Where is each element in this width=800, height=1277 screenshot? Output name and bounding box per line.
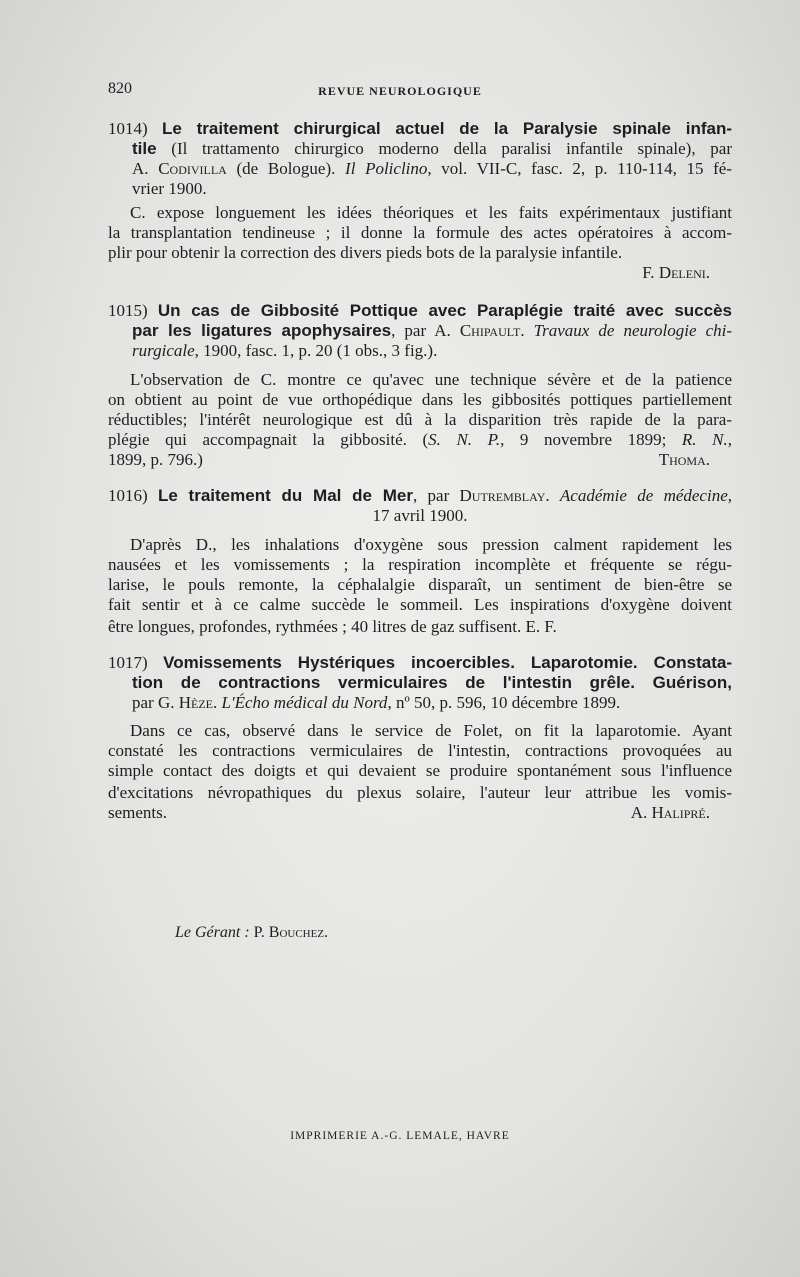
text-segment: A. bbox=[630, 803, 652, 822]
author-signature bbox=[108, 263, 710, 283]
bold-title-segment: tion de contractions vermiculaires de l'intestin grêle. Guérison, bbox=[132, 673, 732, 692]
italic-citation-segment: S. N. P. bbox=[428, 430, 501, 449]
gerant-line bbox=[175, 924, 328, 942]
entry-heading-line bbox=[108, 119, 732, 139]
text-segment: . bbox=[705, 450, 710, 469]
text-line bbox=[108, 506, 732, 526]
bold-title-segment: tile bbox=[132, 139, 157, 158]
text-line bbox=[108, 410, 732, 430]
entry-heading-line bbox=[108, 301, 732, 321]
entry-heading-line bbox=[132, 321, 732, 341]
text-segment: , 9 novembre 1899; bbox=[500, 430, 682, 449]
text-segment: 1016) bbox=[108, 486, 158, 505]
author-name-segment: Halipré bbox=[651, 803, 706, 822]
entry-heading-line bbox=[132, 179, 732, 199]
text-line bbox=[108, 575, 732, 595]
entry-heading-line bbox=[132, 341, 732, 361]
text-segment: . bbox=[705, 803, 710, 822]
entry-heading-line bbox=[132, 673, 732, 693]
italic-citation-segment: Travaux de neurologie chi- bbox=[533, 321, 733, 340]
printer-imprint: IMPRIMERIE A.-G. LEMALE, HAVRE bbox=[290, 1130, 510, 1142]
author-name-segment: Hèze bbox=[178, 693, 214, 712]
text-segment: L'observation de C. montre ce qu'avec une technique sévère et de la patience bbox=[130, 370, 732, 389]
text-segment: par G. bbox=[132, 693, 179, 712]
author-name-segment: Dutremblay bbox=[459, 486, 546, 505]
text-segment: . bbox=[545, 486, 560, 505]
text-segment: , nº 50, p. 596, 10 décembre 1899. bbox=[387, 693, 621, 712]
gerant-name: P. Bouchez. bbox=[253, 924, 329, 941]
author-signature bbox=[108, 803, 710, 823]
entry-heading-line bbox=[132, 693, 732, 713]
text-segment: , vol. VII-C, fasc. 2, p. 110-114, 15 fé- bbox=[427, 159, 732, 178]
gerant-label: Le Gérant : bbox=[175, 924, 250, 941]
text-line bbox=[130, 370, 732, 390]
text-segment: être longues, profondes, rythmées ; 40 litres de gaz suffisent. E. F. bbox=[108, 617, 557, 636]
author-signature bbox=[108, 450, 710, 470]
text-segment: . bbox=[213, 693, 222, 712]
bold-title-segment: par les ligatures apophysaires bbox=[132, 321, 392, 340]
author-name-segment: Deleni bbox=[658, 263, 706, 282]
text-segment: C. expose longuement les idées théoriques et les faits expérimentaux justifiant bbox=[130, 203, 732, 222]
text-segment: fait sentir et à ce calme succède le sommeil. Les inspirations d'oxygène doivent bbox=[108, 595, 732, 614]
text-segment: plégie qui accompagnait la gibbosité. ( bbox=[108, 430, 429, 449]
entry-heading-line bbox=[132, 159, 732, 179]
text-segment: larise, le pouls remonte, la céphalalgie disparaît, un sentiment de bien-être se bbox=[108, 575, 732, 594]
italic-citation-segment: R. N. bbox=[681, 430, 728, 449]
text-segment: F. bbox=[642, 263, 659, 282]
text-segment: , bbox=[727, 486, 732, 505]
text-segment: sements. bbox=[108, 803, 168, 822]
text-segment: plir pour obtenir la correction des divers pieds bots de la paralysie infantile. bbox=[108, 243, 623, 262]
italic-citation-segment: rurgicale bbox=[132, 341, 195, 360]
text-segment: 1015) bbox=[108, 301, 158, 320]
text-line bbox=[130, 203, 732, 223]
text-segment: constaté les contractions vermiculaires de l'intestin, contractions provoquées au bbox=[108, 741, 732, 760]
bold-title-segment: Le traitement chirurgical actuel de la Paralysie spinale infan- bbox=[162, 119, 732, 138]
text-segment: 17 avril 1900. bbox=[372, 506, 468, 525]
text-line bbox=[108, 761, 732, 781]
italic-citation-segment: L'Écho médical du Nord bbox=[221, 693, 388, 712]
text-segment: réductibles; l'intérêt neurologique est dû à la disparition très rapide de la para- bbox=[108, 410, 732, 429]
text-segment: nausées et les vomissements ; la respiration incomplète et fréquente se régu- bbox=[108, 555, 732, 574]
bold-title-segment: Un cas de Gibbosité Pottique avec Paraplégie traité avec succès bbox=[157, 301, 732, 320]
text-line bbox=[108, 783, 732, 803]
entry-heading-line bbox=[132, 139, 732, 159]
text-segment: Dans ce cas, observé dans le service de Folet, on fit la laparotomie. Ayant bbox=[130, 721, 732, 740]
text-segment: A. bbox=[132, 159, 159, 178]
text-line bbox=[130, 535, 732, 555]
text-segment: on obtient au point de vue orthopédique dans les gibbosités pottiques partiellement bbox=[108, 390, 732, 409]
italic-citation-segment: Académie de médecine bbox=[559, 486, 728, 505]
text-line bbox=[108, 555, 732, 575]
entry-heading-line bbox=[108, 653, 732, 673]
page-number: 820 bbox=[108, 80, 132, 97]
text-segment: d'excitations névropathiques du plexus solaire, l'auteur leur attribue les vomis- bbox=[108, 783, 732, 802]
bold-title-segment: Le traitement du Mal de Mer bbox=[157, 486, 413, 505]
author-name-segment: Codivilla bbox=[158, 159, 227, 178]
author-name-segment: Thoma bbox=[658, 450, 706, 469]
italic-citation-segment: Il Policlino bbox=[345, 159, 428, 178]
running-head: REVUE NEUROLOGIQUE bbox=[318, 84, 482, 98]
text-segment: , bbox=[727, 430, 732, 449]
bold-title-segment: Vomissements Hystériques incoercibles. Laparotomie. Constata- bbox=[163, 653, 732, 672]
text-segment: simple contact des doigts et qui devaient se produire spontanément sous l'influence bbox=[108, 761, 732, 780]
text-segment: (de Bologue). bbox=[226, 159, 346, 178]
text-segment: 1017) bbox=[108, 653, 164, 672]
text-segment: . bbox=[705, 263, 710, 282]
text-segment: . bbox=[520, 321, 534, 340]
text-segment: 1899, p. 796.) bbox=[108, 450, 203, 469]
entry-heading-line bbox=[108, 486, 732, 506]
text-line bbox=[108, 595, 732, 615]
text-segment: D'après D., les inhalations d'oxygène sous pression calment rapidement les bbox=[130, 535, 732, 554]
text-line bbox=[108, 390, 732, 410]
text-segment: 1014) bbox=[108, 119, 162, 138]
text-segment: (Il trattamento chirurgico moderno della paralisi infantile spinale), par bbox=[156, 139, 732, 158]
text-segment: vrier 1900. bbox=[132, 179, 207, 198]
text-line bbox=[108, 430, 732, 450]
text-segment: , par A. bbox=[391, 321, 460, 340]
text-line bbox=[108, 617, 732, 637]
text-line bbox=[108, 243, 732, 263]
text-segment: la transplantation tendineuse ; il donne la formule des actes opératoires à accom- bbox=[108, 223, 732, 242]
text-segment: , par bbox=[412, 486, 460, 505]
text-line bbox=[108, 741, 732, 761]
author-name-segment: Chipault bbox=[459, 321, 521, 340]
text-line bbox=[108, 223, 732, 243]
text-segment: , 1900, fasc. 1, p. 20 (1 obs., 3 fig.). bbox=[194, 341, 438, 360]
text-line bbox=[130, 721, 732, 741]
